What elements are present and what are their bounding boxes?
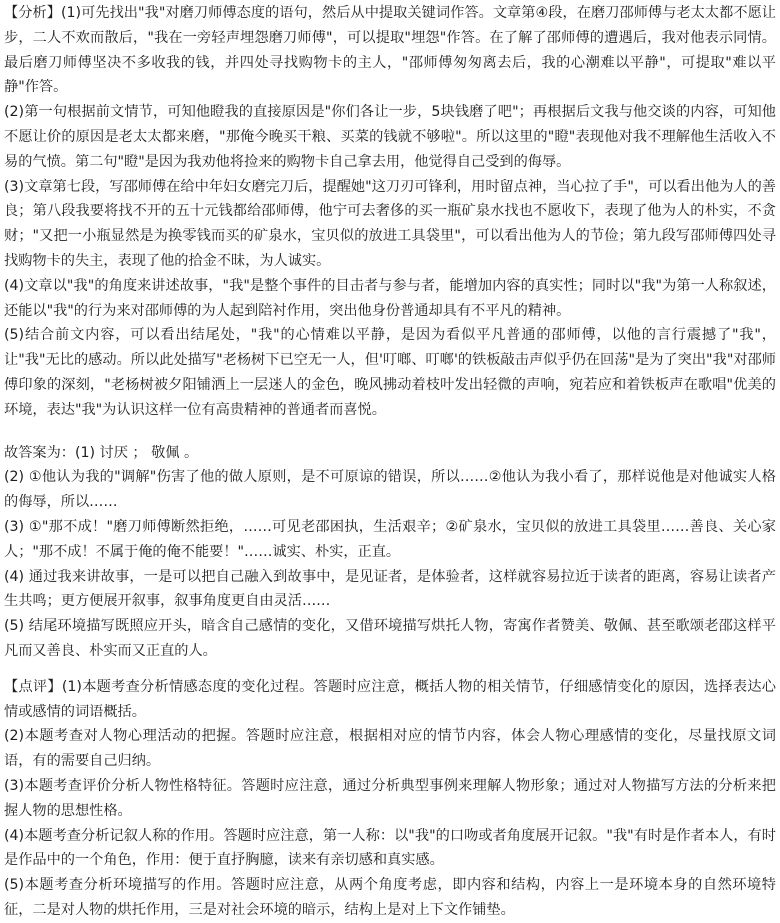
section-gap [4, 664, 776, 675]
comment-text-1: (1)本题考查分析情感态度的变化过程。答题时应注意，概括人物的相关情节，仔细感情变化的原因，选择表达心情或感情的词语概括。 [4, 678, 776, 720]
comment-heading: 【点评】 [4, 678, 62, 695]
comment-paragraph-1 [4, 675, 776, 725]
answer-summary: 故答案为：(1) 讨厌 ； 敬佩 。 [4, 444, 199, 461]
analysis-heading: 【分析】 [4, 5, 61, 21]
section-gap [4, 423, 776, 441]
answer-paragraph-3: (3) ①"那不成！"磨刀师傅断然拒绝，……可见老邵困执，生活艰辛；②矿泉水，宝贝似的放进工具袋里……善良、关心家人；"那不成！不属于俺的俺不能要！"……诚实、朴实，正直。 [4, 518, 776, 560]
analysis-text-1: (1)可先找出"我"对磨刀师傅态度的语句，然后从中提取关键词作答。文章第④段，在磨刀邵师傅与老太太都不愿让步，二人不欢而散后，"我在一旁轻声埋怨磨刀师傅"，可以提取"埋怨"作答。在了解了邵师傅的遭遇后，我对他表示同情。最后磨刀师傅坚决不多收我的钱，并四处寻找购物卡的主人，"邵师傅匆匆离去后，我的心潮难以平静"，可提取"难以平静"作答。 [4, 5, 776, 96]
analysis-section [4, 1, 776, 423]
answer-paragraph-5: (5) 结尾环境描写既照应开头，暗含自己感情的变化，又借环境描写烘托人物，寄寓作者赞美、敬佩、甚至歌颂老邵这样平凡而又善良、朴实而又正直的人。 [4, 618, 776, 659]
analysis-paragraph-2: (2)第一句根据前文情节，可知他瞪我的直接原因是"你们各让一步，5块钱磨了吧"；再根据后文我与他交谈的内容，可知他不愿让价的原因是老太太都来磨，"那俺今晚买干粮、买菜的钱就不够啦"。所以这里的"瞪"表现他对我不理解他生活收入不易的气愤。第二句"瞪"是因为我劝他将捡来的购物卡自己拿去用，他觉得自己受到的侮辱。 [4, 104, 776, 170]
analysis-paragraph-5: (5)结合前文内容，可以看出结尾处，"我"的心情难以平静，是因为看似平凡普通的邵师傅，以他的言行震撼了"我"，让"我"无比的感动。所以此处描写"老杨树下已空无一人，但'叮啷、叮啷'的铁板敲击声似乎仍在回荡"是为了突出"我"对邵师傅印象的深刻，"老杨树被夕阳铺洒上一层迷人的金色，晚风拂动着枝叶发出轻微的声响，宛若应和着铁板声在歌唱"优美的环境，表达"我"为认识这样一位有高贵精神的普通者而喜悦。 [4, 327, 776, 418]
analysis-paragraph-3: (3)文章第七段，写邵师傅在给中年妇女磨完刀后，提醒她"这刀刃可锋利，用时留点神，当心拉了手"，可以看出他为人的善良；第八段我要将找不开的五十元钱都给邵师傅，他宁可去奢侈的买一瓶矿泉水找也不愿收下，表现了他为人的朴实，不贪财；"又把一小瓶显然是为换零钱而买的矿泉水，宝贝似的放进工具袋里"，可以看出他为人的节俭；第九段写邵师傅四处寻找购物卡的失主，表现了他的拾金不昧，为人诚实。 [4, 178, 776, 269]
analysis-paragraph-1 [4, 1, 776, 100]
comment-paragraph-3: (3)本题考查评价分析人物性格特征。答题时应注意，通过分析典型事例来理解人物形象；通过对人物描写方法的分析来把握人物的思想性格。 [4, 777, 776, 819]
comment-paragraph-5: (5)本题考查分析环境描写的作用。答题时应注意，从两个角度考虑，即内容和结构，内容上一是环境本身的自然环境特征，二是对人物的烘托作用，三是对社会环境的暗示，结构上是对上下文作铺垫。 [4, 877, 776, 918]
comment-section [4, 675, 776, 923]
comment-paragraph-2: (2)本题考查对人物心理活动的把握。答题时应注意，根据相对应的情节内容，体会人物心理感情的变化，尽量找原文词语，有的需要自己归纳。 [4, 728, 776, 770]
analysis-paragraph-4: (4)文章以"我"的角度来讲述故事，"我"是整个事件的目击者与参与者，能增加内容的真实性；同时以"我"为第一人称叙述，还能以"我"的行为来对邵师傅的为人起到陪衬作用，突出他身份普通却具有不平凡的精神。 [4, 277, 776, 319]
answer-paragraph-2: (2) ①他认为我的"调解"伤害了他的做人原则，是不可原谅的错误，所以……②他认为我小看了，那样说他是对他诚实人格的侮辱，所以…… [4, 469, 776, 511]
comment-paragraph-4: (4)本题考查分析记叙人称的作用。答题时应注意，第一人称：以"我"的口吻或者角度展开记叙。"我"有时是作者本人，有时是作品中的一个角色，作用：便于直抒胸臆，读来有亲切感和真实感。 [4, 827, 776, 869]
answer-section [4, 441, 776, 664]
answer-paragraph-4: (4) 通过我来讲故事，一是可以把自己融入到故事中，是见证者，是体验者，这样就容易拉近于读者的距离，容易让读者产生共鸣；更方便展开叙事，叙事角度更自由灵活…… [4, 568, 776, 610]
